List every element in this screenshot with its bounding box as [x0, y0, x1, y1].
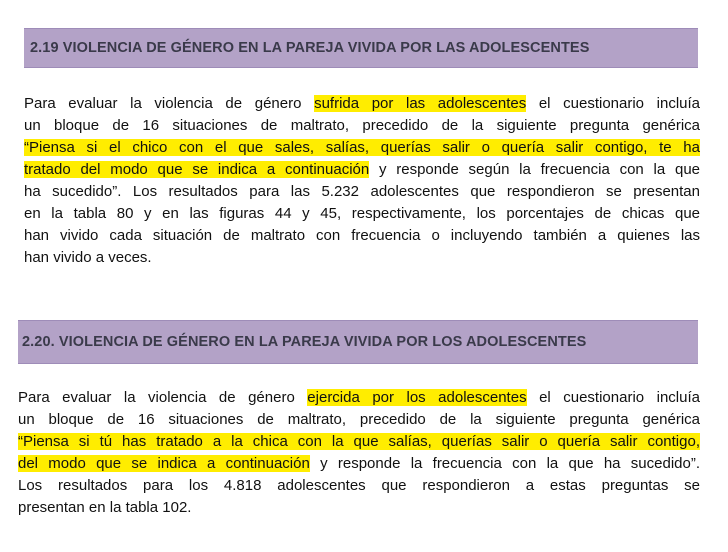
section-2-20-heading: 2.20. VIOLENCIA DE GÉNERO EN LA PAREJA VIVIDA POR LOS ADOLESCENTES — [22, 334, 587, 350]
section-2-19-heading-banner — [24, 28, 698, 68]
paragraph-line: han vivido a veces. — [24, 249, 152, 266]
section-2-20-paragraph — [18, 387, 700, 519]
highlight-mark: del modo que se indica a continuación — [18, 455, 310, 472]
paragraph-line: Para evaluar la violencia de género ejercida por los adolescentes el cuestionario incluía — [18, 389, 700, 406]
paragraph-line: presentan en la tabla 102. — [18, 499, 192, 516]
paragraph-line: en la tabla 80 y en las figuras 44 y 45, respectivamente, los porcentajes de chicas que — [24, 205, 700, 222]
highlight-mark: sufrida por las adolescentes — [314, 95, 527, 112]
section-2-19-heading: 2.19 VIOLENCIA DE GÉNERO EN LA PAREJA VIVIDA POR LAS ADOLESCENTES — [30, 40, 590, 56]
highlight-mark: ejercida por los adolescentes — [307, 389, 527, 406]
highlight-mark: “Piensa si tú has tratado a la chica con la que salías, querías salir o quería salir contigo, — [18, 433, 700, 450]
section-2-20-heading-banner — [18, 320, 698, 364]
section-2-19-paragraph — [24, 93, 700, 269]
paragraph-line: Los resultados para los 4.818 adolescentes que respondieron a estas preguntas se — [18, 477, 700, 494]
paragraph-line — [24, 137, 700, 159]
paragraph-line — [18, 431, 700, 453]
paragraph-line: del modo que se indica a continuación y responde la frecuencia con la que ha sucedido”. — [18, 455, 700, 472]
paragraph-line: un bloque de 16 situaciones de maltrato, precedido de la siguiente pregunta genérica — [18, 411, 700, 428]
paragraph-line: ha sucedido”. Los resultados para las 5.232 adolescentes que respondieron se presentan — [24, 183, 700, 200]
paragraph-line: Para evaluar la violencia de género sufrida por las adolescentes el cuestionario incluía — [24, 95, 701, 112]
highlight-mark: “Piensa si el chico con el que sales, salías, querías salir o quería salir contigo, te ha — [24, 139, 700, 156]
paragraph-line: un bloque de 16 situaciones de maltrato, precedido de la siguiente pregunta genérica — [24, 117, 700, 134]
highlight-mark: tratado del modo que se indica a continuación — [24, 161, 370, 178]
paragraph-line: tratado del modo que se indica a continuación y responde según la frecuencia con la que — [24, 161, 701, 178]
paragraph-line: han vivido cada situación de maltrato con frecuencia o incluyendo también a quienes las — [24, 227, 700, 244]
